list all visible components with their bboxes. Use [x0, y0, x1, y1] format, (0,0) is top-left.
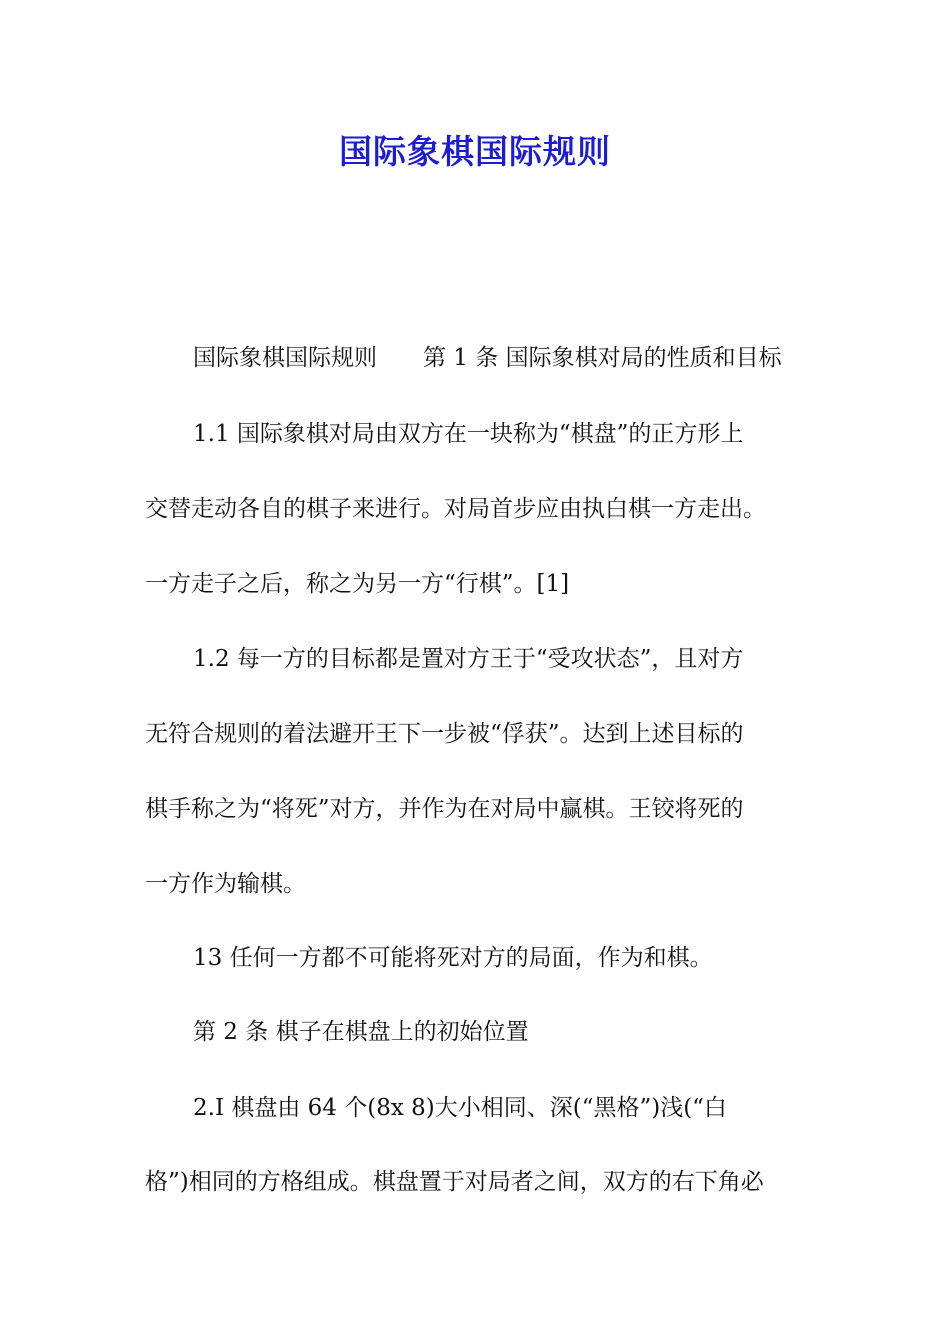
- paragraph-line: 一方走子之后，称之为另一方“行棋”。[1]: [145, 571, 570, 597]
- article-2-heading: 第 2 条 棋子在棋盘上的初始位置: [193, 1019, 529, 1045]
- paragraph-line: 交替走动各自的棋子来进行。对局首步应由执白棋一方走出。: [145, 496, 766, 522]
- doc-name-inline: 国际象棋国际规则: [193, 345, 377, 371]
- paragraph-line: 一方作为输棋。: [145, 871, 306, 897]
- paragraph-line: 棋手称之为“将死”对方，并作为在对局中赢棋。王铰将死的: [145, 796, 744, 822]
- paragraph-line: 1.1 国际象棋对局由双方在一块称为“棋盘”的正方形上: [193, 421, 744, 447]
- article-1-heading-line: [193, 343, 782, 373]
- paragraph-line: 13 任何一方都不可能将死对方的局面，作为和棋。: [193, 945, 713, 971]
- article-1-heading: 第 1 条 国际象棋对局的性质和目标: [423, 345, 782, 371]
- paragraph-line: 格”)相同的方格组成。棋盘置于对局者之间，双方的右下角必: [145, 1169, 764, 1195]
- paragraph-line: 2.I 棋盘由 64 个(8x 8)大小相同、深(“黑格”)浅(“白: [193, 1095, 727, 1121]
- document-title: 国际象棋国际规则: [339, 132, 611, 171]
- paragraph-line: 1.2 每一方的目标都是置对方王于“受攻状态”，且对方: [193, 646, 744, 672]
- paragraph-line: 无符合规则的着法避开王下一步被“俘获”。达到上述目标的: [145, 721, 744, 747]
